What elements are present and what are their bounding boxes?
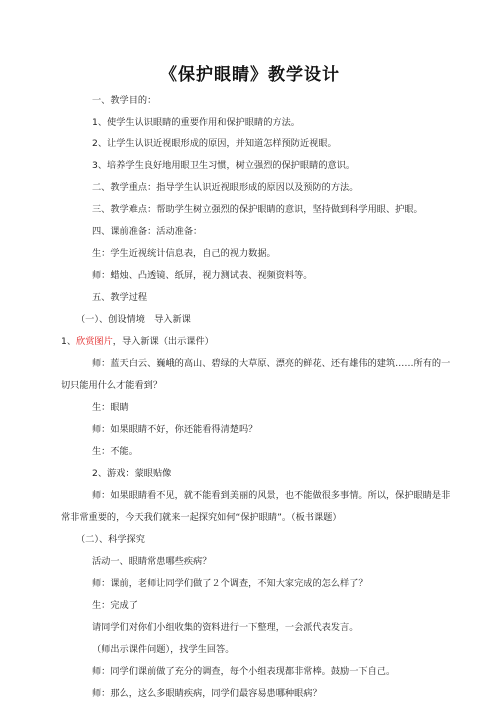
text-line: （师出示课件问题），找学生回答。 [92, 644, 235, 655]
text-line: 师：课前，老师让同学们做了２个调查，不知大家完成的怎么样了？ [92, 578, 368, 589]
text-line: 一、教学目的： [92, 95, 157, 106]
text-line: 1、使学生认识眼睛的重要作用和保护眼睛的方法。 [92, 117, 300, 128]
line-prefix: 1、 [61, 336, 77, 347]
text-line: 师：如果眼睛看不见，就不能看到美丽的风景，也不能做很多事情。所以，保护眼睛是非 [92, 490, 451, 501]
text-line: 请同学们对你们小组收集的资料进行一下整理，一会派代表发言。 [92, 622, 359, 633]
line-suffix: ，导入新课（出示课件） [112, 336, 214, 347]
text-line: 师：蜡烛、凸透镜、纸屏，视力测试表、视频资料等。 [92, 270, 313, 281]
text-line: 常非常重要的，今天我们就来一起探究如何“保护眼睛”。（板书课题） [61, 512, 342, 523]
text-line: 师：蓝天白云、巍峨的高山、碧绿的大草原、漂亮的鲜花、还有雄伟的建筑……所有的一 [92, 358, 451, 369]
text-line: （二）、科学探究 [76, 534, 145, 545]
text-line: 切只能用什么才能看到？ [61, 380, 163, 391]
text-line: 师：那么，这么多眼睛疾病，同学们最容易患哪种眼病？ [92, 688, 322, 699]
text-line: 3、培养学生良好地用眼卫生习惯，树立强烈的保护眼睛的意识。 [92, 160, 356, 171]
text-line: （一）、创设情境 导入新课 [76, 314, 191, 325]
highlighted-text: 欣赏图片 [76, 336, 113, 347]
text-line: 师：同学们课前做了充分的调查，每个小组表现都非常棒。鼓励一下自己。 [92, 666, 396, 677]
text-line: 四、课前准备：活动准备： [92, 226, 203, 237]
text-line: 生：完成了 [92, 600, 138, 611]
text-line: 二、教学重点：指导学生认识近视眼形成的原因以及预防的方法。 [92, 182, 359, 193]
text-line: 生：不能。 [92, 446, 138, 457]
text-line: 三、教学难点：帮助学生树立强烈的保护眼睛的意识，坚持做到科学用眼、护眼。 [92, 204, 423, 215]
text-line: 2、游戏：蒙眼贴像 [92, 468, 172, 479]
text-line: 活动一、眼睛常患哪些疾病？ [92, 556, 212, 567]
text-line [61, 336, 214, 348]
text-line: 师：如果眼睛不好，你还能看得清楚吗？ [92, 424, 258, 435]
text-line: 2、让学生认识近视眼形成的原因，并知道怎样预防近视眼。 [92, 138, 337, 149]
text-line: 生：眼睛 [92, 402, 129, 413]
text-line: 五、教学过程 [92, 292, 148, 303]
text-line: 生：学生近视统计信息表，自己的视力数据。 [92, 248, 276, 259]
document-title: 《保护眼睛》教学设计 [160, 65, 340, 85]
